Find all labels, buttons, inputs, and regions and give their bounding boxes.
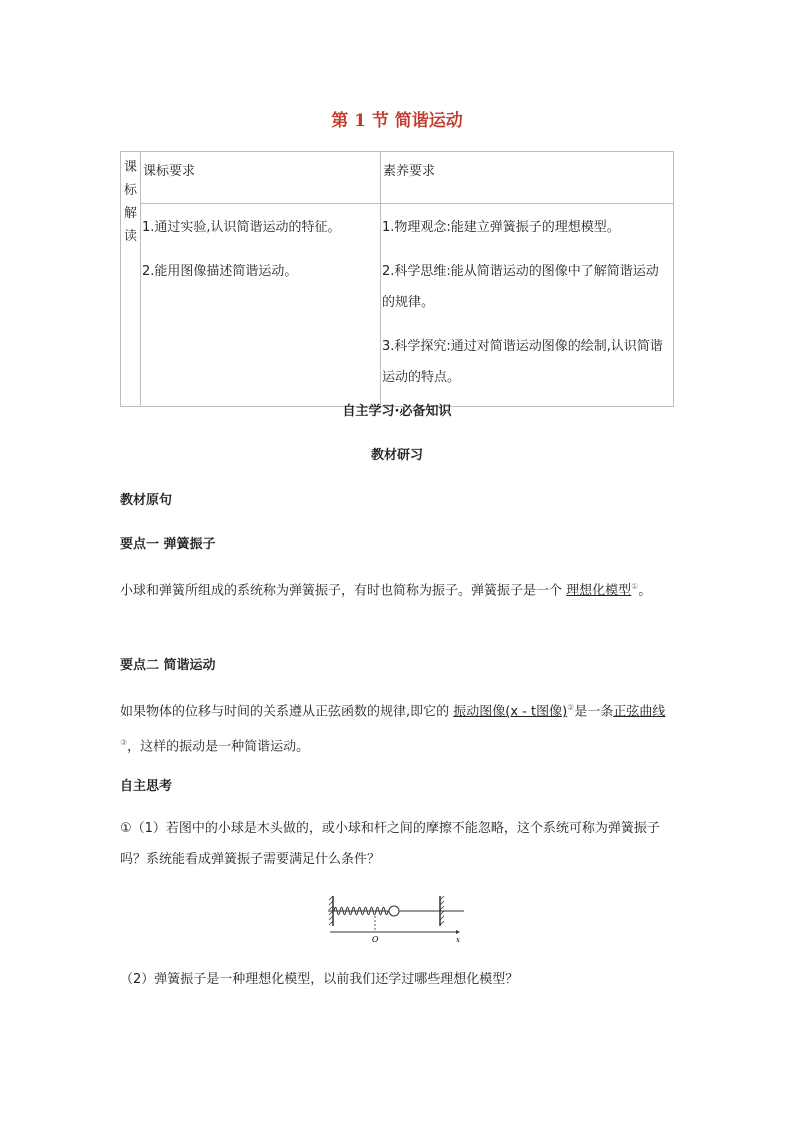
sub-heading: 教材研习 <box>370 448 423 463</box>
list-item: 1.物理观念:能建立弹簧振子的理想模型。 <box>382 220 620 235</box>
literacy-items <box>381 204 674 407</box>
point1-paragraph: 小球和弹簧所组成的系统称为弹簧振子，有时也简称为振子。弹簧振子是一个 理想化模型①。 <box>120 582 652 599</box>
think-heading: 自主思考 <box>120 779 173 794</box>
column-header-standard: 课标要求 <box>141 152 381 204</box>
spring-oscillator-diagram <box>328 894 464 944</box>
footnote-mark: ② <box>567 703 575 712</box>
standard-items <box>141 204 381 407</box>
footnote-mark: ① <box>631 582 639 591</box>
axis-label: x <box>456 936 460 944</box>
question-1: ①（1）若图中的小球是木头做的，或小球和杆之间的摩擦不能忽略，这个系统可称为弹簧振子吗？系统能看成弹簧振子需要满足什么条件？ <box>120 821 660 867</box>
underlined-term: 振动图像(x - t图像) <box>453 704 568 720</box>
page-title: 第 1 节 简谐运动 <box>331 111 463 131</box>
list-item: 1.通过实验,认识简谐运动的特征。 <box>142 220 341 235</box>
origin-label: O <box>372 935 379 944</box>
footnote-mark: ③ <box>120 738 128 748</box>
column-header-literacy: 素养要求 <box>381 152 674 204</box>
list-item: 2.科学思维:能从简谐运动的图像中了解简谐运动的规律。 <box>382 264 659 310</box>
question-2: （2）弹簧振子是一种理想化模型，以前我们还学过哪些理想化模型？ <box>120 972 519 987</box>
point1-heading: 要点一 弹簧振子 <box>120 537 216 552</box>
x-axis-arrow <box>456 930 460 934</box>
list-item: 3.科学探究:通过对简谐运动图像的绘制,认识简谐运动的特点。 <box>382 339 663 385</box>
origin-heading: 教材原句 <box>120 493 173 508</box>
requirements-table <box>120 151 674 407</box>
underlined-term: 理想化模型 <box>566 583 632 599</box>
side-label: 课 标 解 读 <box>121 152 141 407</box>
ball <box>389 906 399 916</box>
underlined-term: 正弦曲线 <box>613 704 666 720</box>
list-item: 2.能用图像描述简谐运动。 <box>142 264 298 279</box>
point2-heading: 要点二 简谐运动 <box>120 658 216 673</box>
section-heading: 自主学习·必备知识 <box>342 404 452 419</box>
point2-paragraph: 如果物体的位移与时间的关系遵从正弦函数的规律,即它的 振动图像(x - t图像)②是一条正弦曲线③，这样的振动是一种简谐运动。 <box>120 703 666 755</box>
